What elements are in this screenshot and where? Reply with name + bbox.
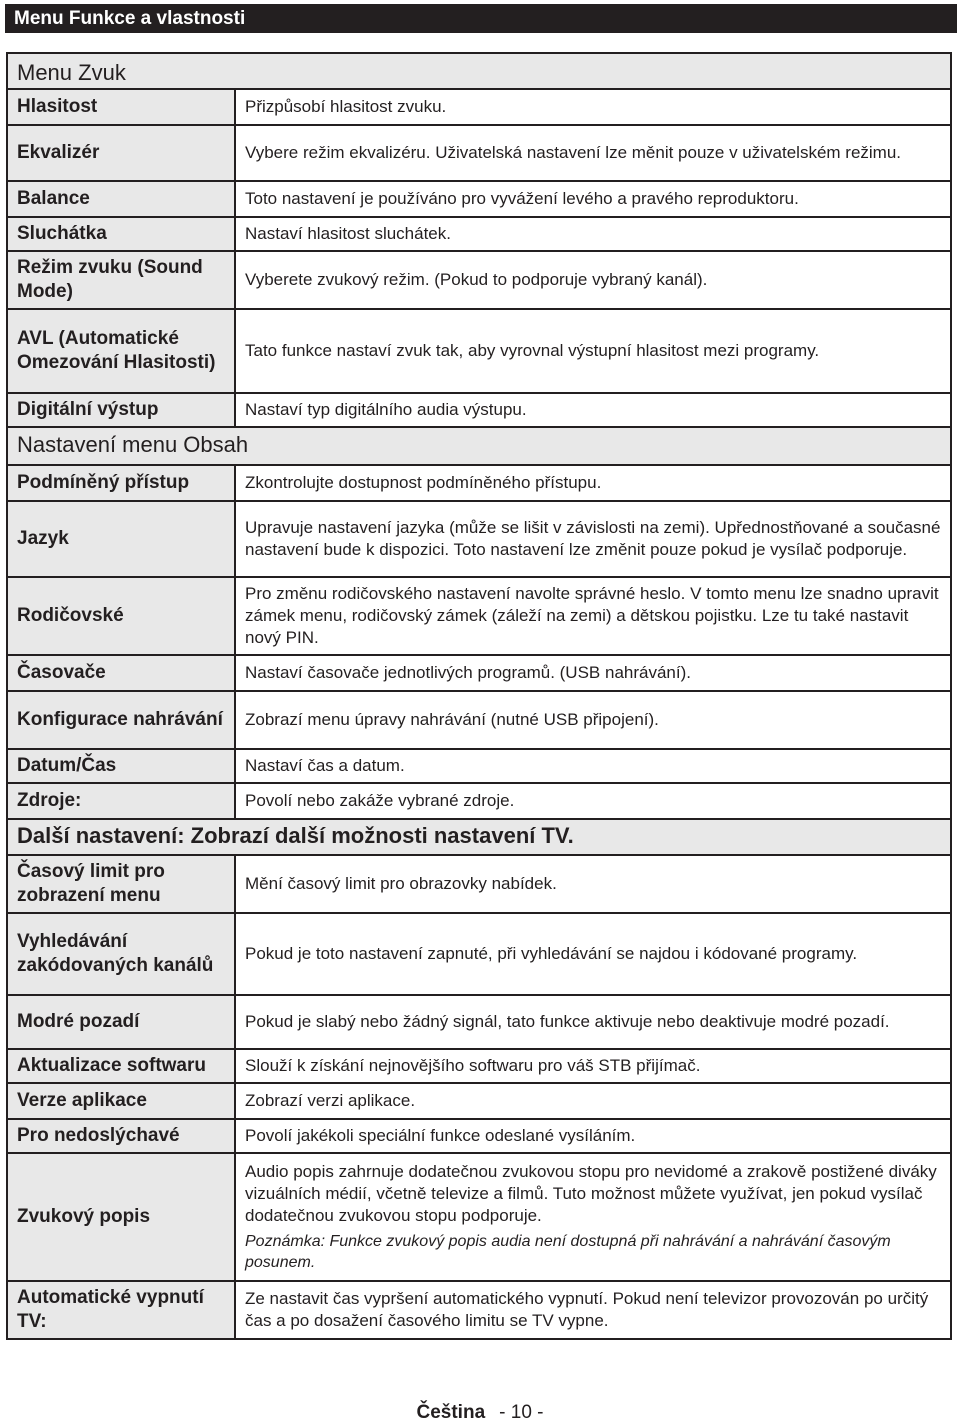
setting-label: Časovače (6, 656, 236, 692)
setting-label: Vyhledávání zakódovaných kanálů (6, 914, 236, 996)
table-row (6, 90, 952, 126)
setting-label: Datum/Čas (6, 750, 236, 784)
table-row (6, 1154, 952, 1282)
table-row (6, 1050, 952, 1084)
table-row (6, 784, 952, 820)
table-row (6, 692, 952, 750)
setting-description: Pokud je toto nastavení zapnuté, při vyhledávání se najdou i kódované programy. (236, 914, 952, 996)
setting-description: Vyberete zvukový režim. (Pokud to podporuje vybraný kanál). (236, 252, 952, 310)
setting-label: Pro nedoslýchavé (6, 1120, 236, 1154)
setting-label: Režim zvuku (Sound Mode) (6, 252, 236, 310)
table-row (6, 182, 952, 218)
section-header-other (6, 820, 952, 856)
table-row (6, 914, 952, 996)
setting-label: Zdroje: (6, 784, 236, 820)
setting-description: Povolí nebo zakáže vybrané zdroje. (236, 784, 952, 820)
setting-label: Modré pozadí (6, 996, 236, 1050)
setting-description: Nastaví hlasitost sluchátek. (236, 218, 952, 252)
setting-label: Konfigurace nahrávání (6, 692, 236, 750)
setting-description: Zkontrolujte dostupnost podmíněného přístupu. (236, 466, 952, 502)
setting-description: Upravuje nastavení jazyka (může se lišit v závislosti na zemi). Upřednostňované a současné nastavení bude k dispozici. Toto nastavení lze změnit pouze pokud je vysílač podporuje. (236, 502, 952, 578)
setting-label: AVL (Automatické Omezování Hlasitosti) (6, 310, 236, 394)
setting-label: Podmíněný přístup (6, 466, 236, 502)
setting-description: Nastaví čas a datum. (236, 750, 952, 784)
setting-label: Digitální výstup (6, 394, 236, 428)
footer-language: Čeština (416, 1402, 486, 1423)
section-title: Nastavení menu Obsah (17, 432, 249, 457)
section-title: Menu Zvuk (17, 60, 126, 85)
setting-description: Toto nastavení je používáno pro vyvážení levého a pravého reproduktoru. (236, 182, 952, 218)
table-row (6, 126, 952, 182)
setting-description: Mění časový limit pro obrazovky nabídek. (236, 856, 952, 914)
setting-label: Sluchátka (6, 218, 236, 252)
setting-description: Tato funkce nastaví zvuk tak, aby vyrovnal výstupní hlasitost mezi programy. (236, 310, 952, 394)
page-footer (0, 1402, 960, 1424)
table-row (6, 750, 952, 784)
table-row (6, 856, 952, 914)
setting-label: Automatické vypnutí TV: (6, 1282, 236, 1340)
table-row (6, 578, 952, 656)
setting-label: Verze aplikace (6, 1084, 236, 1120)
table-row (6, 656, 952, 692)
section-header-content (6, 428, 952, 466)
table-row (6, 1282, 952, 1340)
setting-label: Balance (6, 182, 236, 218)
table-row (6, 310, 952, 394)
setting-label: Zvukový popis (6, 1154, 236, 1282)
setting-label: Jazyk (6, 502, 236, 578)
setting-description: Pokud je slabý nebo žádný signál, tato funkce aktivuje nebo deaktivuje modré pozadí. (236, 996, 952, 1050)
setting-description: Slouží k získání nejnovějšího softwaru pro váš STB přijímač. (236, 1050, 952, 1084)
section-title: Další nastavení: Zobrazí další možnosti nastavení TV. (17, 823, 574, 848)
table-row (6, 1084, 952, 1120)
setting-description: Přizpůsobí hlasitost zvuku. (236, 90, 952, 126)
setting-label: Rodičovské (6, 578, 236, 656)
page-number: - 10 - (499, 1402, 544, 1423)
setting-label: Časový limit pro zobrazení menu (6, 856, 236, 914)
setting-description: Zobrazí menu úpravy nahrávání (nutné USB připojení). (236, 692, 952, 750)
setting-description: Pro změnu rodičovského nastavení navolte správné heslo. V tomto menu lze snadno upravit zámek menu, rodičovský zámek (záleží na zemi) a dětskou pojistku. Lze tu také nastavit nový PIN. (236, 578, 952, 656)
table-row (6, 466, 952, 502)
table-row (6, 502, 952, 578)
section-header-sound (6, 52, 952, 90)
table-row (6, 252, 952, 310)
setting-label: Ekvalizér (6, 126, 236, 182)
setting-description: Nastaví typ digitálního audia výstupu. (236, 394, 952, 428)
table-row (6, 218, 952, 252)
setting-description: Povolí jakékoli speciální funkce odeslané vysíláním. (236, 1120, 952, 1154)
table-row (6, 1120, 952, 1154)
setting-note: Poznámka: Funkce zvukový popis audia není dostupná při nahrávání a nahrávání časovým posunem. (245, 1233, 891, 1271)
menu-table (6, 52, 952, 1340)
setting-description: Audio popis zahrnuje dodatečnou zvukovou stopu pro nevidomé a zrakově postižené diváky vizuálních médií, včetně televize a filmů. Tuto možnost můžete využívat, jen pokud vysílač dodatečnou zvukovou stopu podporuje. Poznámka: Funkce zvukový popis audia není dostupná při nahrávání a nahrávání časovým posunem. (236, 1154, 952, 1282)
setting-description: Ze nastavit čas vypršení automatického vypnutí. Pokud není televizor provozován po určitý čas a po dosažení časového limitu se TV vypne. (236, 1282, 952, 1340)
page-header: Menu Funkce a vlastnosti (5, 4, 957, 33)
setting-description: Vybere režim ekvalizéru. Uživatelská nastavení lze měnit pouze v uživatelském režimu. (236, 126, 952, 182)
table-row (6, 394, 952, 428)
setting-label: Aktualizace softwaru (6, 1050, 236, 1084)
setting-description: Zobrazí verzi aplikace. (236, 1084, 952, 1120)
setting-description: Nastaví časovače jednotlivých programů. (USB nahrávání). (236, 656, 952, 692)
setting-label: Hlasitost (6, 90, 236, 126)
table-row (6, 996, 952, 1050)
